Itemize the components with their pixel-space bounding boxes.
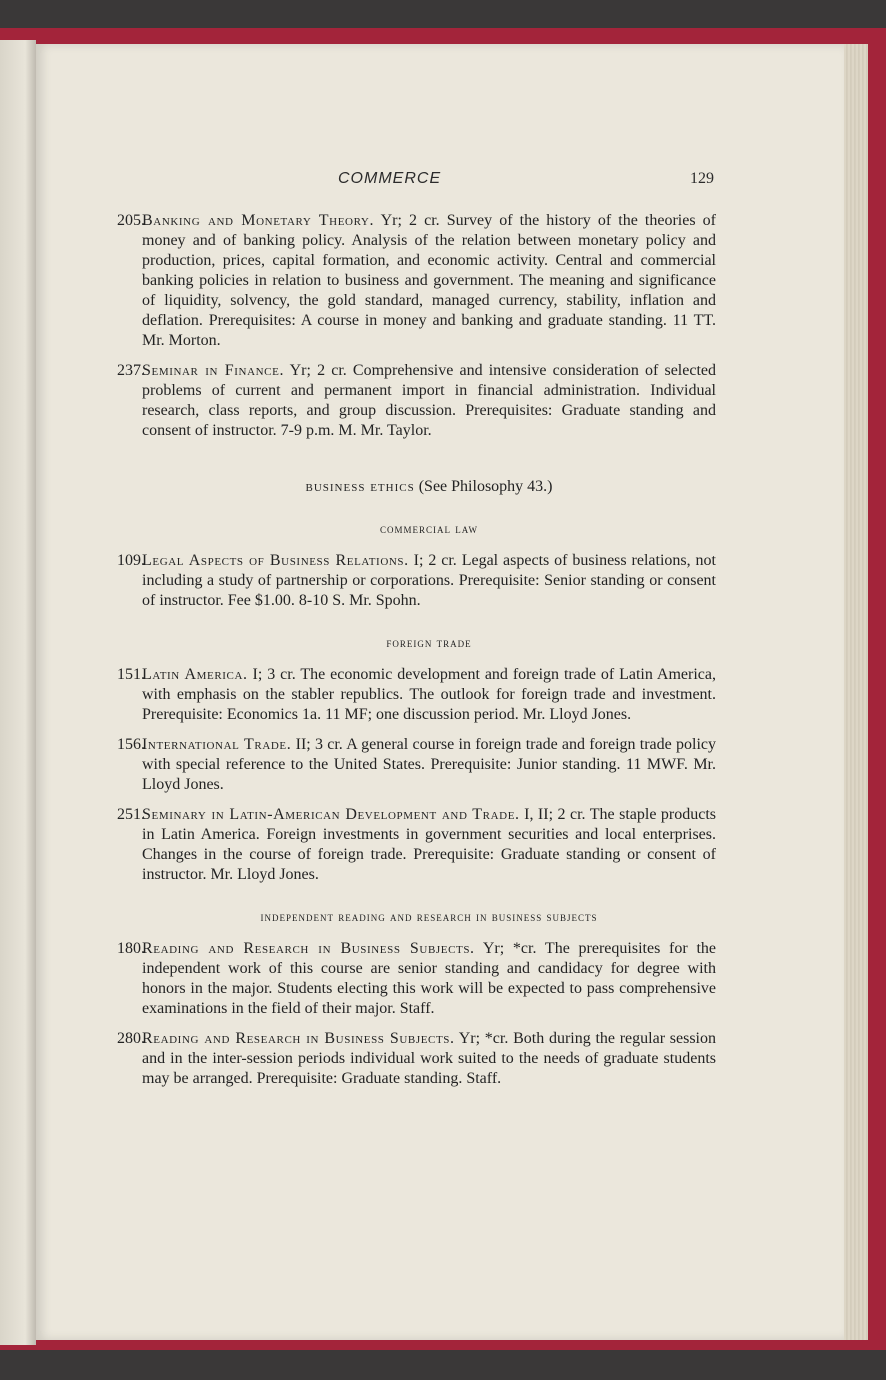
course-entry-251 [100,805,716,885]
section-heading-independent-reading [142,907,716,927]
course-entry-109 [100,551,716,611]
course-number: 109. [117,552,145,569]
course-title: Seminary in Latin-American Development and Trade. [142,806,520,823]
course-title: Legal Aspects of Business Relations. [142,552,409,569]
course-title: Banking and Monetary Theory. [142,212,375,229]
course-number: 280. [117,1030,145,1047]
course-number: 156. [117,736,145,753]
section-heading-text: independent reading and research in business subjects [260,909,598,924]
course-title: Seminar in Finance. [142,362,285,379]
course-description: I, II; 2 cr. The staple products in Latin America. Foreign investments in government securities and local enterprises. Changes in the course of foreign trade. Prerequisite: Graduate standing or consent of instructor. Mr. Lloyd Jones. [142,806,716,883]
course-listing [100,211,716,1099]
section-cross-reference: (See Philosophy 43.) [414,478,553,495]
course-title: Reading and Research in Business Subjects. [142,1030,455,1047]
course-entry-205 [100,211,716,351]
section-heading-text: business ethics [305,479,415,495]
course-entry-180 [100,939,716,1019]
course-description: I; 2 cr. Legal aspects of business relations, not including a study of partnership or corporations. Prerequisite: Senior standing or consent of instructor. Fee $1.00. 8-10 S. Mr. Spohn. [142,552,716,609]
course-description: Yr; *cr. The prerequisites for the independent work of this course are senior standing and candidacy for degree with honors in the major. Students electing this work will be expected to pass comprehensive examinations in the field of their major. Staff. [142,940,717,1017]
course-number: 180. [117,940,145,957]
course-number: 205. [117,212,145,229]
course-description: Yr; 2 cr. Comprehensive and intensive consideration of selected problems of current and permanent import in financial administration. Individual research, class reports, and group discussion. Prerequisites: Graduate standing and consent of instructor. 7-9 p.m. M. Mr. Taylor. [142,362,716,439]
course-title: International Trade. [142,736,292,753]
course-description: I; 3 cr. The economic development and foreign trade of Latin America, with emphasis on the stabler republics. The outlook for foreign trade and investment. Prerequisite: Economics 1a. 11 MF; one discussion period. Mr. Lloyd Jones. [142,666,716,723]
page-number: 129 [690,170,714,187]
course-entry-280 [100,1029,716,1089]
course-title: Reading and Research in Business Subjects. [142,940,475,957]
section-heading-commercial-law [142,519,716,539]
course-number: 237. [117,362,145,379]
section-heading-text: commercial law [379,521,479,536]
course-title: Latin America. [142,666,248,683]
section-heading-business-ethics [142,477,716,497]
course-description: II; 3 cr. A general course in foreign trade and foreign trade policy with special reference to the United States. Prerequisite: Junior standing. 11 MWF. Mr. Lloyd Jones. [142,736,717,793]
page-edges [844,44,868,1340]
course-number: 151. [117,666,145,683]
course-entry-151 [100,665,716,725]
course-description: Yr; *cr. Both during the regular session and in the inter-session periods individual work suited to the needs of graduate students may be arranged. Prerequisite: Graduate standing. Staff. [142,1030,717,1087]
course-entry-237 [100,361,716,441]
section-heading-text: foreign trade [386,635,472,650]
section-heading-foreign-trade [142,633,716,653]
facing-page-edge [0,40,36,1345]
course-entry-156 [100,735,716,795]
course-description: Yr; 2 cr. Survey of the history of the theories of money and of banking policy. Analysis of the relation between monetary policy and production, prices, capital formation, and economic activity. Central and commercial banking policies in relation to business and government. The meaning and significance of liquidity, solvency, the gold standard, managed currency, stability, inflation and deflation. Prerequisites: A course in money and banking and graduate standing. 11 TT. Mr. Morton. [142,212,716,349]
course-number: 251. [117,806,145,823]
running-head-title: COMMERCE [338,170,442,187]
running-head [36,170,844,194]
